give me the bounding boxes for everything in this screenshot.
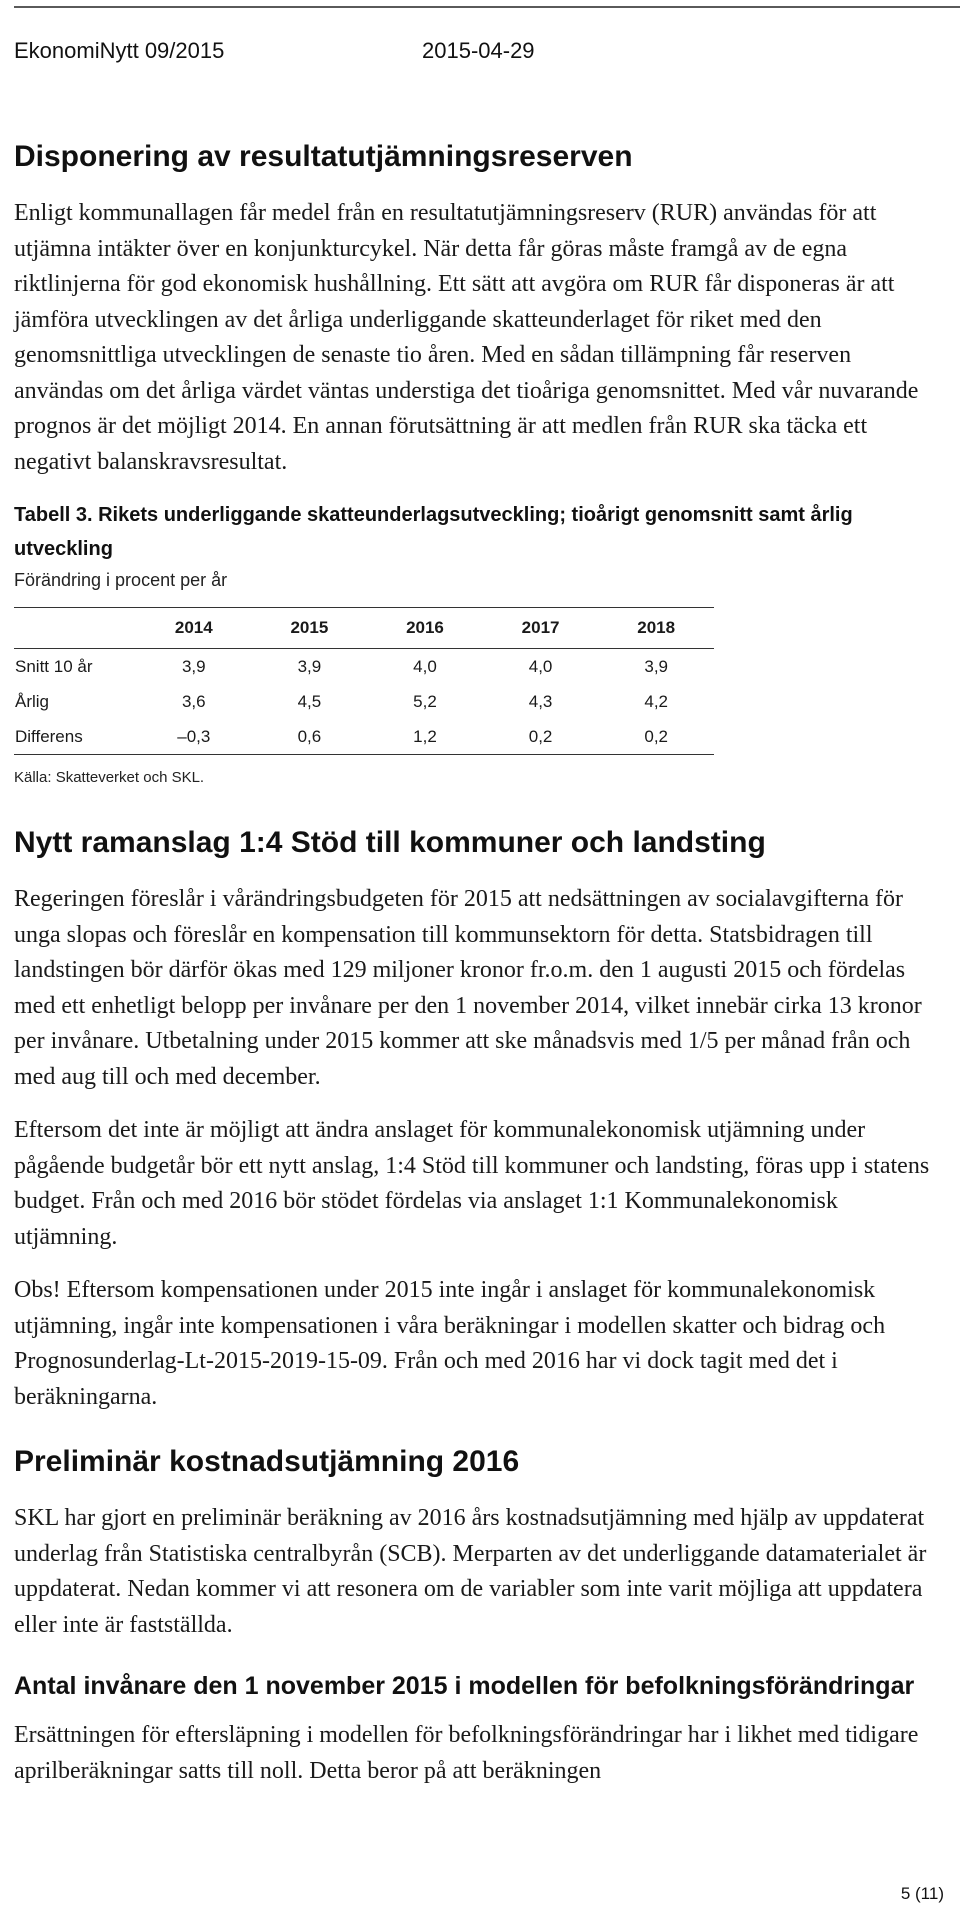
table-cell: 3,9 — [297, 656, 322, 676]
table-header-row — [14, 608, 714, 649]
section-heading-antal-invanare: Antal invånare den 1 november 2015 i modellen för befolkningsförändringar — [14, 1672, 915, 1700]
paragraph-ramanslag-3: Obs! Eftersom kompensationen under 2015 inte ingår i anslaget för kommunalekonomisk utjämning, ingår inte kompensationen i våra beräkningar i modellen skatter och bidrag och Prognosunderlag-Lt-2015-2019-15-09. Från och med 2016 har vi dock tagit med det i beräkningarna. — [14, 1277, 886, 1410]
paragraph-ramanslag-2: Eftersom det inte är möjligt att ändra anslaget för kommunalekonomisk utjämning under pågående budgetår bör ett nytt anslag, 1:4 Stöd till kommuner och landsting, föras upp i statens budget. Från och med 2016 bör stödet fördelas via anslaget 1:1 Kommunalekonomisk utjämning. — [14, 1117, 930, 1250]
table-cell: 0,2 — [528, 726, 553, 746]
table-cell: 0,6 — [297, 726, 322, 746]
table-title: Tabell 3. Rikets underliggande skatteunderlagsutveckling; tioårigt genomsnitt samt årlig utveckling — [14, 504, 853, 560]
document-body — [14, 140, 944, 1807]
table-column-header: 2015 — [290, 618, 329, 637]
page-number: 5 (11) — [900, 1884, 944, 1903]
table-cell: 4,0 — [528, 656, 553, 676]
paragraph-rur: Enligt kommunallagen får medel från en resultatutjämningsreserv (RUR) användas för att utjämna intäkter över en konjunkturcykel. När detta får göras måste framgå av de egna riktlinjerna för god ekonomisk hushållning. Ett sätt att avgöra om RUR får disponeras är att jämföra utvecklingen av det årliga underliggande skatteunderlaget för riket med den genomsnittliga utvecklingen de senaste tio åren. Med en sådan tillämpning får reserven användas om det årliga värdet väntas understiga det tioåriga genomsnittet. Med vår nuvarande prognos är det möjligt 2014. En annan förutsättning är att medlen från RUR ska täcka ett negativt balanskravsresultat. — [14, 200, 919, 475]
table-cell: 4,0 — [413, 656, 437, 676]
table-header-blank — [14, 608, 136, 649]
publication-title: EkonomiNytt 09/2015 — [14, 38, 225, 63]
table-cell: 3,6 — [181, 691, 206, 711]
table-row — [14, 684, 714, 719]
page-header — [0, 0, 960, 63]
section-heading-rur: Disponering av resultatutjämningsreserven — [14, 140, 633, 173]
table-row-label: Differens — [15, 726, 83, 746]
paragraph-kostnadsutjamning: SKL har gjort en preliminär beräkning av 2016 års kostnadsutjämning med hjälp av uppdaterat underlag från Statistiska centralbyrån (SCB). Merparten av det underliggande datamaterialet är uppdaterat. Nedan kommer vi att resonera om de variabler som inte varit möjliga att uppdatera eller inte är fastställda. — [14, 1505, 927, 1638]
table-subtitle: Förändring i procent per år — [14, 570, 228, 590]
table-cell: 4,5 — [297, 691, 322, 711]
table-cell: 0,2 — [644, 726, 668, 746]
header-rule — [14, 6, 960, 8]
paragraph-antal-invanare: Ersättningen för eftersläpning i modellen för befolkningsförändringar har i likhet med tidigare aprilberäkningar satts till noll. Detta beror på att beräkningen — [14, 1722, 919, 1784]
table-column-header: 2018 — [637, 618, 676, 637]
table-cell: 3,9 — [644, 656, 668, 676]
table-row-label: Snitt 10 år — [15, 656, 93, 676]
table-cell: 4,2 — [644, 691, 668, 711]
table-column-header: 2017 — [521, 618, 560, 637]
section-heading-ramanslag: Nytt ramanslag 1:4 Stöd till kommuner och landsting — [14, 826, 766, 859]
table-cell: 4,3 — [528, 691, 553, 711]
table-cell: –0,3 — [177, 726, 211, 746]
table-cell: 5,2 — [413, 691, 437, 711]
table-row — [14, 719, 714, 755]
table-cell: 3,9 — [181, 656, 206, 676]
publication-date: 2015-04-29 — [422, 38, 535, 63]
table-row — [14, 649, 714, 685]
paragraph-ramanslag-1: Regeringen föreslår i vårändringsbudgeten för 2015 att nedsättningen av socialavgifterna för unga slopas och föreslår en kompensation till kommunsektorn för detta. Statsbidragen till landstingen bör därför ökas med 129 miljoner kronor fr.o.m. den 1 augusti 2015 och fördelas med ett enhetligt belopp per invånare per den 1 november 2014, vilket innebär cirka 13 kronor per invånare. Utbetalning under 2015 kommer att ske månadsvis med 1/5 per månad från och med aug till och med december. — [14, 886, 922, 1090]
section-heading-kostnadsutjamning: Preliminär kostnadsutjämning 2016 — [14, 1445, 520, 1478]
table-cell: 1,2 — [413, 726, 437, 746]
table-source: Källa: Skatteverket och SKL. — [14, 769, 205, 786]
table-row-label: Årlig — [15, 691, 50, 711]
table-column-header: 2014 — [174, 618, 213, 637]
tax-base-table — [14, 607, 714, 755]
table-column-header: 2016 — [406, 618, 444, 637]
